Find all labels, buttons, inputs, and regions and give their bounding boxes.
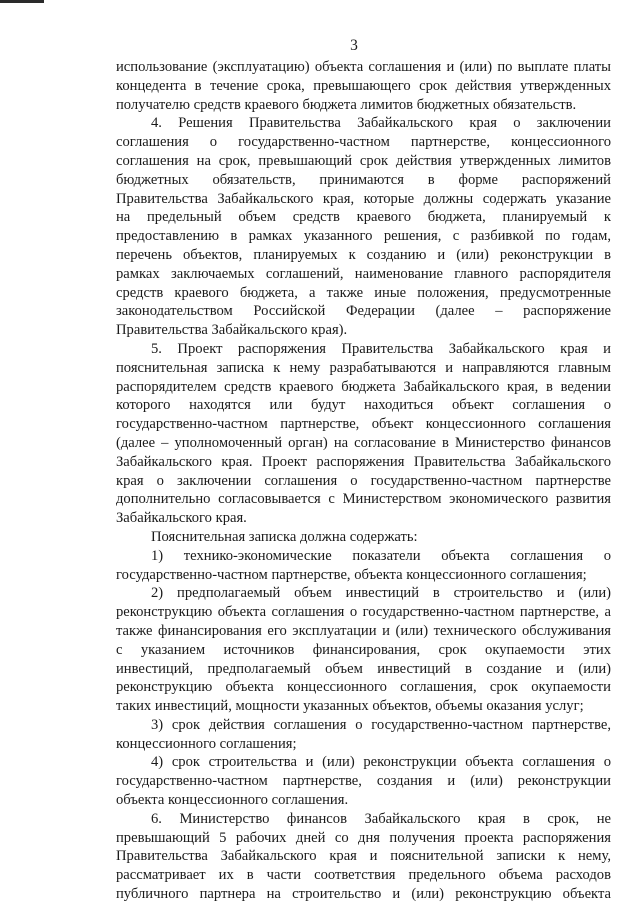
text-line: рамках заключаемых соглашений, наименование главного распорядителя (116, 265, 611, 282)
text-line: 5. Проект распоряжения Правительства Забайкальского края и (151, 340, 611, 357)
text-line: предоставлению в рамках указанного решения, с разбивкой по годам, (116, 228, 611, 245)
text-line: законодательством Российской Федерации (далее – распоряжение (116, 303, 611, 320)
text-line: которого находятся или будут находиться объект соглашения о (116, 397, 611, 414)
text-line: края о заключении соглашения о государственно-частном партнерстве (116, 472, 611, 489)
text-line: таких инвестиций, мощности указанных объектов, объемы оказания услуг; (116, 698, 584, 715)
text-line: объекта концессионного соглашения. (116, 792, 349, 809)
text-line: рассматривает их в части соответствия предельного объема расходов (116, 867, 611, 884)
text-line: перечень объектов, планируемых к созданию и (или) реконструкции в (116, 246, 611, 263)
text-line: Правительства Забайкальского края). (116, 322, 348, 339)
text-line: инвестиций, предполагаемый объем инвестиций в создание и (или) (116, 660, 611, 677)
text-line: на предельный объем средств краевого бюджета, планируемый к (116, 209, 611, 226)
text-line: с указанием источников финансирования, срок окупаемости этих (116, 641, 611, 658)
text-line: реконструкцию объекта соглашения о государственно-частном партнерстве, а (116, 604, 611, 621)
text-line: 4) срок строительства и (или) реконструкции объекта соглашения о (151, 754, 611, 771)
text-line: публичного партнера на строительство и (или) реконструкцию объекта (116, 886, 611, 903)
text-line: (далее – уполномоченный орган) на согласование в Министерство финансов (116, 434, 611, 451)
text-line: реконструкцию объекта концессионного соглашения, срок окупаемости (116, 679, 611, 696)
text-line: концессионного соглашения; (116, 735, 297, 752)
text-line: соглашения о государственно-частном партнерстве, концессионного (116, 134, 611, 151)
text-line: 4. Решения Правительства Забайкальского края о заключении (151, 115, 611, 132)
text-line: 1) технико-экономические показатели объекта соглашения о (151, 547, 611, 564)
text-line: Забайкальского края. (116, 510, 247, 527)
text-line: дополнительно согласовывается с Министерством экономического развития (116, 491, 611, 508)
page-number: 3 (350, 37, 358, 54)
text-line: 3) срок действия соглашения о государственно-частном партнерстве, (151, 716, 611, 733)
text-line: Забайкальского края. Проект распоряжения Правительства Забайкальского (116, 453, 611, 470)
text-line: распорядителем средств краевого бюджета Забайкальского края, в ведении (116, 378, 611, 395)
text-line: бюджетных обязательств, принимаются в форме распоряжений (116, 171, 611, 188)
document-body (116, 58, 611, 904)
text-line: превышающий 5 рабочих дней со дня получения проекта распоряжения (116, 829, 611, 846)
text-line: использование (эксплуатацию) объекта соглашения и (или) по выплате платы (116, 59, 611, 75)
text-line: средств краевого бюджета, а также иные положения, предусмотренные (116, 284, 611, 301)
text-line: Правительства Забайкальского края и пояснительной записки к нему, (116, 848, 611, 865)
text-line: государственно-частном партнерстве, создания и (или) реконструкции (116, 773, 611, 790)
text-line: также финансирования его эксплуатации и (или) технического обслуживания (116, 622, 611, 639)
text-line: государственно-частном партнерстве, объект концессионного соглашения (116, 416, 611, 433)
text-line: 2) предполагаемый объем инвестиций в строительство и (или) (151, 585, 611, 602)
text-line: государственно-частном партнерстве, объекта концессионного соглашения; (116, 566, 587, 583)
text-line: Правительства Забайкальского края, которые должны содержать указание (116, 190, 611, 207)
text-line: соглашения на срок, превышающий срок действия утвержденных лимитов (116, 152, 611, 169)
text-line: получателю средств краевого бюджета лимитов бюджетных обязательств. (116, 96, 577, 113)
text-line: концедента в течение срока, превышающего срок действия утвержденных (116, 77, 611, 94)
text-line: 6. Министерство финансов Забайкальского края в срок, не (151, 810, 611, 827)
text-line: пояснительная записка к нему разрабатываются и направляются главным (116, 359, 611, 376)
text-line: Пояснительная записка должна содержать: (151, 528, 418, 545)
scan-edge-mark (0, 0, 44, 3)
